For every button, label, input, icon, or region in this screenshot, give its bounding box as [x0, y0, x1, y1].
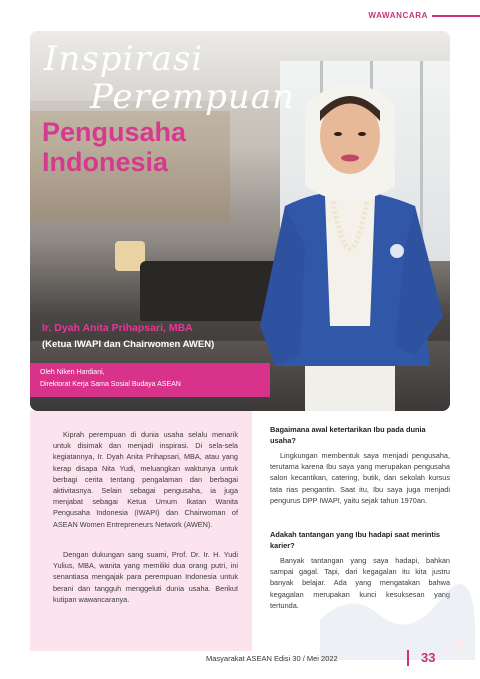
footer-separator: [407, 650, 409, 666]
footer-publication: Masyarakat ASEAN Edisi 30 / Mei 2022: [206, 654, 338, 663]
title-script-line2: Perempuan: [90, 77, 295, 117]
answer-1: Lingkungan membentuk saya menjadi pengusaha, terutama karena Ibu saya yang merupakan pengusaha salon kecantikan, catering, butik, dan sekolah kursus tata rias pengantin. Saat itu, Ibu saya juga menjadi pengurus DPP IWAPI, yaitu sejak tahun 1970an.: [270, 451, 450, 505]
page-number: 33: [421, 650, 436, 665]
portrait-figure: [245, 66, 445, 411]
title-main-line2: Indonesia: [42, 147, 169, 177]
intro-box: [30, 411, 252, 651]
author-band: [30, 363, 270, 397]
intro-paragraph-2: Dengan dukungan sang suami, Prof. Dr. Ir. H. Yudi Yulius, MBA, wanita yang memiliki dua orang putri, ini senantiasa mengajak para perempuan Indonesia untuk berani dan tangguh menggeluti dunia usaha. Berikut kutipan wawancaranya.: [53, 550, 238, 604]
person-role: (Ketua IWAPI dan Chairwomen AWEN): [42, 339, 215, 350]
question-1: Bagaimana awal ketertarikan Ibu pada dunia usaha?: [270, 425, 426, 445]
title-script-line1: Inspirasi: [44, 39, 204, 79]
author-name: Oleh Niken Hardiani,: [40, 369, 105, 376]
decorative-map-pattern: [310, 560, 480, 660]
person-name: Ir. Dyah Anita Prihapsari, MBA: [42, 322, 193, 334]
author-affiliation: Direktorat Kerja Sama Sosial Budaya ASEAN: [40, 381, 181, 388]
intro-paragraph-1: Kiprah perempuan di dunia usaha selalu menarik untuk disimak dan menjadi inspirasi. Di sela-sela kegiatannya, Ir. Dyah Anita Prihapsari, MBA, atau yang kerap disapa Nita Yudi, meluangkan waktunya untuk berbagi cerita tentang pengalaman dan berbagai aktivitasnya. Selain sebagai pengusaha, ia juga menjabat sebagai Ketua Umum Ikatan Wanita Pengusaha Indonesia (IWAPI) dan Chairwoman of ASEAN Women Entrepreneurs Network (AWEN).: [53, 430, 238, 529]
section-rule: [432, 15, 480, 17]
hero-photo: [30, 31, 450, 411]
qa-block-1: [270, 424, 450, 506]
title-main-line1: Pengusaha: [42, 117, 187, 147]
question-2: Adakah tantangan yang Ibu hadapi saat merintis karier?: [270, 530, 441, 550]
answer-2: Banyak tantangan yang saya hadapi, bahkan sampai gagal. Tapi, dari kegagalan itu kita justru banyak belajar. Ada yang mengatakan bahwa kegagalan merupakan kunci kesuksesan yang tertunda.: [270, 556, 450, 610]
section-label: WAWANCARA: [368, 11, 428, 20]
